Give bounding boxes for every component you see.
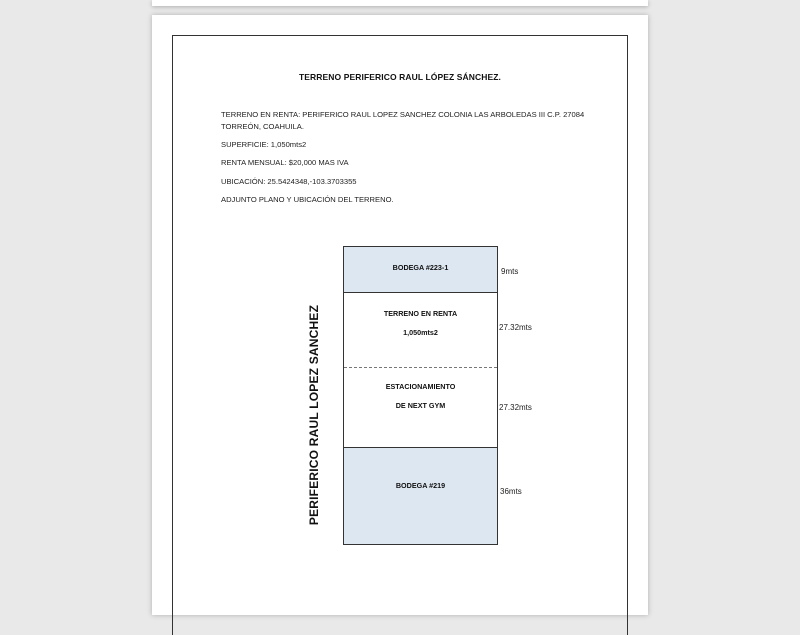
plan-section-bodega-219 [344, 448, 497, 544]
section-label-line1: TERRENO EN RENTA [383, 309, 458, 318]
document-title: TERRENO PERIFERICO RAUL LÓPEZ SÁNCHEZ. [299, 72, 501, 82]
section-label-line2: 1,050mts2 [403, 328, 438, 337]
section-label: BODEGA #219 [395, 481, 446, 490]
previous-page-edge [152, 0, 648, 6]
dimension-9mts: 9mts [501, 267, 519, 276]
surface-text: SUPERFICIE: 1,050mts2 [221, 140, 307, 149]
dimension-36mts: 36mts [500, 487, 522, 496]
site-plan [343, 246, 498, 545]
section-label-line1: ESTACIONAMIENTO [385, 382, 456, 391]
dimension-27-32mts-b: 27.32mts [499, 403, 532, 412]
plan-section-bodega-223-1 [344, 247, 497, 293]
location-text: UBICACIÓN: 25.5424348,-103.3703355 [221, 177, 357, 186]
section-label-line2: DE NEXT GYM [395, 401, 446, 410]
plan-section-estacionamiento [344, 368, 497, 448]
attachment-text: ADJUNTO PLANO Y UBICACIÓN DEL TERRENO. [221, 195, 394, 204]
section-label: BODEGA #223-1 [392, 263, 449, 272]
rent-text: RENTA MENSUAL: $20,000 MAS IVA [221, 158, 349, 167]
document-page [152, 15, 648, 615]
plan-section-terreno-en-renta [344, 293, 497, 368]
dimension-27-32mts-a: 27.32mts [499, 323, 532, 332]
address-line-2: TORREÓN, COAHUILA. [221, 122, 304, 131]
address-line-1: TERRENO EN RENTA: PERIFERICO RAUL LOPEZ SANCHEZ COLONIA LAS ARBOLEDAS III C.P. 27084 [221, 110, 585, 119]
street-label: PERIFERICO RAUL LOPEZ SANCHEZ [307, 304, 321, 526]
